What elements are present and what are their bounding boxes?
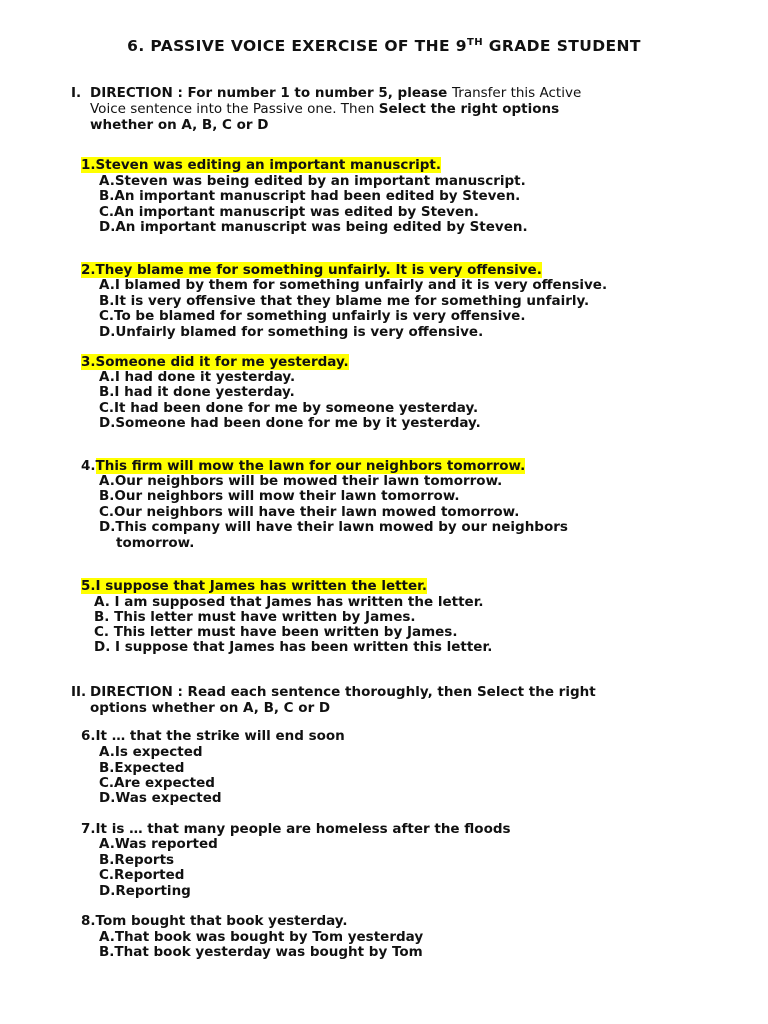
section-2-direction — [71, 684, 596, 716]
q7-option-d[interactable]: D.Reporting — [99, 883, 191, 899]
direction-1-line-a: DIRECTION : For number 1 to number 5, please — [90, 85, 452, 101]
question-8-text: Tom bought that book yesterday. — [95, 913, 348, 929]
section-1-direction — [71, 85, 582, 133]
question-5 — [81, 579, 427, 595]
direction-2-line-a: DIRECTION : Read each sentence thoroughly, then Select the right — [90, 684, 596, 700]
q1-option-b[interactable]: B.An important manuscript had been edited by Steven. — [99, 188, 521, 204]
q5-option-d[interactable]: D. I suppose that James has been written this letter. — [94, 639, 493, 655]
q6-option-b[interactable]: B.Expected — [99, 760, 185, 776]
question-8 — [81, 914, 348, 930]
q2-option-c[interactable]: C.To be blamed for something unfairly is very offensive. — [99, 308, 526, 324]
q3-option-d[interactable]: D.Someone had been done for me by it yesterday. — [99, 415, 481, 431]
question-2-number: 2. — [81, 262, 96, 278]
question-7-number: 7. — [81, 821, 96, 837]
q2-option-a[interactable]: A.I blamed by them for something unfairly and it is very offensive. — [99, 277, 608, 293]
question-5-text: I suppose that James has written the letter. — [95, 578, 428, 594]
q5-option-b[interactable]: B. This letter must have written by James. — [94, 609, 416, 625]
question-4-text: This firm will mow the lawn for our neighbors tomorrow. — [95, 458, 526, 474]
q4-option-d[interactable] — [99, 520, 568, 551]
q3-option-b[interactable]: B.I had it done yesterday. — [99, 384, 295, 400]
title-tail: GRADE STUDENT — [483, 37, 641, 56]
title-superscript: TH — [467, 37, 483, 48]
q6-option-a[interactable]: A.Is expected — [99, 744, 203, 760]
q3-option-a[interactable]: A.I had done it yesterday. — [99, 369, 296, 385]
q2-option-d[interactable]: D.Unfairly blamed for something is very offensive. — [99, 324, 484, 340]
question-5-number: 5. — [81, 578, 96, 594]
question-6 — [81, 729, 345, 745]
q4-option-b[interactable]: B.Our neighbors will mow their lawn tomorrow. — [99, 488, 460, 504]
q5-option-a[interactable]: A. I am supposed that James has written the letter. — [94, 594, 484, 610]
section-2-number: II. — [71, 684, 87, 700]
q4-option-c[interactable]: C.Our neighbors will have their lawn mowed tomorrow. — [99, 504, 520, 520]
direction-1-line-e: whether on A, B, C or D — [90, 117, 269, 133]
direction-1-line-b: Transfer this Active — [452, 85, 582, 101]
question-8-number: 8. — [81, 913, 96, 929]
title-main: 6. PASSIVE VOICE EXERCISE OF THE 9 — [127, 37, 467, 56]
question-4-number: 4. — [81, 458, 96, 474]
direction-2-line-b: options whether on A, B, C or D — [90, 700, 331, 716]
question-6-number: 6. — [81, 728, 96, 744]
q4-option-d-line-1: D.This company will have their lawn mowed by our neighbors — [99, 519, 568, 535]
q2-option-b[interactable]: B.It is very offensive that they blame me for something unfairly. — [99, 293, 590, 309]
question-6-text: It … that the strike will end soon — [95, 728, 345, 744]
section-1-number: I. — [71, 85, 82, 101]
q6-option-d[interactable]: D.Was expected — [99, 790, 222, 806]
q3-option-c[interactable]: C.It had been done for me by someone yesterday. — [99, 400, 479, 416]
q1-option-a[interactable]: A.Steven was being edited by an important manuscript. — [99, 173, 526, 189]
question-7-text: It is … that many people are homeless after the floods — [95, 821, 511, 837]
direction-1-line-c: Voice sentence into the Passive one. Then — [90, 101, 379, 117]
q1-option-d[interactable]: D.An important manuscript was being edited by Steven. — [99, 219, 528, 235]
question-2-text: They blame me for something unfairly. It is very offensive. — [95, 262, 542, 278]
q1-option-c[interactable]: C.An important manuscript was edited by Steven. — [99, 204, 479, 220]
q8-option-a[interactable]: A.That book was bought by Tom yesterday — [99, 929, 424, 945]
page-title — [0, 37, 768, 55]
q6-option-c[interactable]: C.Are expected — [99, 775, 215, 791]
q4-option-d-line-2: tomorrow. — [116, 534, 195, 551]
q5-option-c[interactable]: C. This letter must have been written by James. — [94, 624, 458, 640]
question-1-text: Steven was editing an important manuscript. — [95, 157, 441, 173]
q7-option-b[interactable]: B.Reports — [99, 852, 175, 868]
direction-1-line-d: Select the right options — [378, 101, 560, 117]
question-1 — [81, 158, 441, 174]
q4-option-a[interactable]: A.Our neighbors will be mowed their lawn tomorrow. — [99, 473, 503, 489]
question-3-text: Someone did it for me yesterday. — [95, 354, 349, 370]
question-3-number: 3. — [81, 354, 96, 370]
q8-option-b[interactable]: B.That book yesterday was bought by Tom — [99, 944, 423, 960]
q7-option-a[interactable]: A.Was reported — [99, 836, 218, 852]
q7-option-c[interactable]: C.Reported — [99, 867, 185, 883]
question-1-number: 1. — [81, 157, 96, 173]
